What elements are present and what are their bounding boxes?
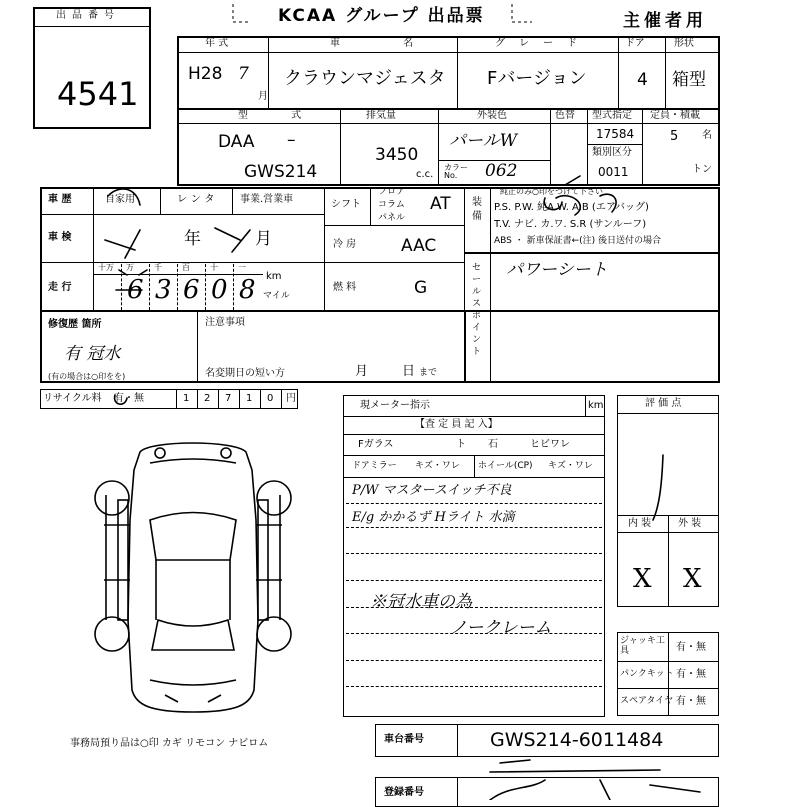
notes-day-unit: 日 [402,364,416,379]
chassis-number-label: 車台番号 [384,734,424,745]
meter-unit: km [588,400,604,411]
equipment-label: 装 備 [472,197,482,222]
equipment-line-1: P.S. P.W. 純A.W. A.B (エアバッグ) [494,202,649,213]
recycle-options: 有・無 [114,393,144,404]
inspection-label: 車 検 [48,232,72,243]
glass-mid-2: 石 [488,439,498,450]
mileage-digit-header: 千 [154,263,162,272]
type-value-2: GWS214 [244,162,318,182]
model-label: 車 名 [330,38,444,49]
shift-option-column: コラム [378,200,405,210]
inspector-header: 【査 定 員 記 入】 [415,419,498,430]
model-value: クラウンマジェスタ [284,68,446,89]
glass-crack: ヒビワレ [530,439,570,450]
color-value: パールW [449,131,518,151]
cc-unit: c.c. [416,169,434,180]
wheel-value: キズ・ワレ [548,461,593,471]
aircon-label: 冷 房 [333,239,357,250]
body-value: 箱型 [672,70,706,90]
inspector-note-1: P/W マスタースイッチ不良 [352,483,512,498]
evaluation-interior-label: 内 装 [628,518,652,529]
history-option-business: 事業.営業車 [240,194,294,205]
lot-number-label: 出品番号 [56,10,120,21]
body-label: 形状 [674,38,694,49]
doors-value: 4 [637,70,648,90]
interior-color-label: 色替 [555,110,575,121]
equipment-note: 純正のみ○印をつけて下さい [500,187,603,196]
displacement-label: 排気量 [366,110,396,121]
recycle-digit: 0 [267,393,274,404]
mileage-unit-mile: マイル [263,291,290,301]
equipment-line-2: T.V. ナビ. カ.ワ. S.R (サンルーフ) [494,219,647,230]
grade-value: Fバージョン [487,68,587,89]
recycle-digit: 2 [204,393,211,404]
recycle-label: リサイクル料 [43,393,102,404]
notes-month-unit: 月 [355,364,369,379]
notes-until: まで [419,368,438,378]
year-month: 7 [238,64,249,84]
year-label: 年 式 [205,38,229,49]
accessory-jack-value: 有・無 [676,642,706,653]
mileage-digit: 8 [239,275,256,305]
year-month-unit: 月 [258,91,268,102]
type-designation-label: 型式指定 [592,110,632,121]
form-title: KCAA グループ 出品票 [278,6,485,26]
aircon-value: AAC [401,236,437,256]
shift-label: シフト [331,199,361,210]
meter-label: 現メーター指示 [360,400,430,411]
inspector-note-2: E/g かかるず Hライト 水滴 [352,510,515,525]
type-label: 型 式 [238,110,322,121]
color-no-value: 062 [485,161,518,181]
history-option-private: 自家用 [105,194,135,205]
accessory-puncture-value: 有・無 [676,669,706,680]
grade-label: グレード [495,38,591,49]
repair-footnote: (有の場合は○印をを) [48,372,126,381]
history-option-rental: レンタ [177,194,219,205]
color-no-label: カラーNo. [444,163,468,180]
mileage-digit: 6 [183,275,200,305]
color-label: 外装色 [477,110,507,121]
mileage-digit-header: 百 [182,263,190,272]
repair-label: 修復歴 箇所 [48,319,102,330]
ton-unit: トン [692,164,712,175]
fuel-label: 燃 料 [333,282,357,293]
sales-point-label: セ ー ル ス ポ イ ン ト [472,263,482,357]
evaluation-exterior-label: 外 装 [678,518,702,529]
shift-option-panel: パネル [378,213,406,223]
inspection-year-unit: 年 [184,229,201,249]
doors-label: ドア [625,38,645,49]
capacity-label: 定員・積載 [650,110,700,121]
evaluation-exterior-mark: X [683,564,702,594]
mileage-label: 走 行 [48,282,72,293]
chassis-number-value: GWS214-6011484 [490,729,664,751]
mileage-digit-header: 十万 [98,263,114,272]
type-designation-value: 17584 [596,127,635,141]
mirror-label: ドアミラー [352,461,397,471]
mileage-digit: 0 [211,275,228,305]
shift-value: AT [430,194,451,214]
lot-number: 4541 [57,75,139,113]
glass-mid: ト [456,439,466,450]
mileage-digit-header: 万 [126,263,134,272]
inspector-note-3: ※冠水車の為 [370,592,472,612]
shift-option-floor: フロア [378,187,406,197]
recycle-digit: 1 [183,393,190,404]
equipment-line-3: ABS ・ 新車保証書←(注) 後日送付の場合 [494,236,662,246]
evaluation-interior-mark: X [633,564,652,594]
organizer-label: 主催者用 [623,11,707,31]
displacement-value: 3450 [375,145,419,165]
registration-label: 登録番号 [384,787,424,798]
type-value-1: DAA [218,132,255,152]
notes-label: 注意事項 [205,317,245,328]
wheel-label: ホイール(CP) [478,461,533,471]
sales-point-value: パワーシート [506,260,608,280]
mirror-value: キズ・ワレ [415,461,460,471]
year-era: H28 [188,64,223,84]
office-note: 事務局預り品は○印 カギ リモコン ナビロム [70,738,269,749]
repair-value: 有 冠水 [64,344,121,364]
recycle-digit: 7 [225,393,232,404]
history-label: 車 歴 [48,194,72,205]
accessory-puncture-label: パンクキット [620,669,674,679]
inspector-note-4: ノークレーム [450,618,552,638]
notes-deadline-label: 名変期日の短い方 [205,368,285,379]
category-label: 類別区分 [592,147,632,158]
glass-label: Fガラス [358,439,394,450]
category-value: 0011 [598,165,629,179]
recycle-digit: 1 [246,393,253,404]
recycle-yen: 円 [286,393,296,404]
mileage-digit: 6 [127,275,144,305]
fuel-value: G [414,278,428,298]
car-diagram [95,443,291,712]
accessory-spare-label: スペアタイヤ [620,696,674,706]
mileage-digit-header: 一 [238,263,246,272]
accessory-spare-value: 有・無 [676,696,706,707]
type-dash: – [287,130,296,150]
mileage-digit: 3 [155,275,172,305]
accessory-jack-label: ジャッキ工具 [620,636,665,656]
mileage-unit-km: km [266,271,282,282]
evaluation-label: 評 価 点 [645,398,682,409]
inspection-month-unit: 月 [255,229,272,249]
capacity-unit: 名 [702,130,712,141]
capacity-value: 5 [670,129,679,144]
mileage-digit-header: 十 [210,263,218,272]
